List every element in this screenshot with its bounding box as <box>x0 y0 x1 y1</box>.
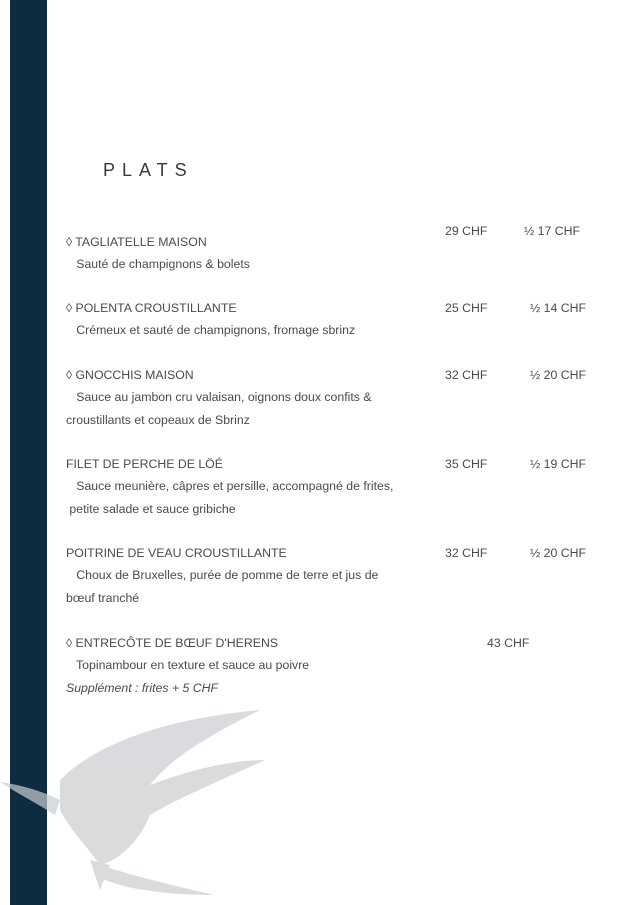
item-description: Choux de Bruxelles, purée de pomme de terre et jus de <box>66 568 379 582</box>
bird-illustration <box>0 690 280 905</box>
item-name: ◊ GNOCCHIS MAISON <box>66 368 194 382</box>
section-title: PLATS <box>103 160 194 180</box>
item-description: Crémeux et sauté de champignons, fromage sbrinz <box>66 323 356 337</box>
item-price: 43 CHF <box>487 636 530 650</box>
item-half-price: ½ 20 CHF <box>530 368 587 382</box>
item-name: ◊ POLENTA CROUSTILLANTE <box>66 301 237 315</box>
item-description-line2: bœuf tranché <box>66 591 140 605</box>
item-price: 32 CHF <box>445 546 488 560</box>
item-supplement: Supplément : frites + 5 CHF <box>66 681 219 695</box>
item-description-line2: croustillants et copeaux de Sbrinz <box>66 413 250 427</box>
item-half-price: ½ 19 CHF <box>530 457 587 471</box>
item-half-price: ½ 20 CHF <box>530 546 587 560</box>
item-name: ◊ TAGLIATELLE MAISON <box>66 235 207 249</box>
item-price: 29 CHF <box>445 224 488 238</box>
item-half-price: ½ 14 CHF <box>530 301 587 315</box>
item-description: Sauté de champignons & bolets <box>66 257 250 271</box>
item-name: POITRINE DE VEAU CROUSTILLANTE <box>66 546 287 560</box>
item-description: Sauce meunière, câpres et persille, accompagné de frites, <box>66 479 394 493</box>
item-description-line2: petite salade et sauce gribiche <box>66 502 236 516</box>
item-price: 25 CHF <box>445 301 488 315</box>
item-price: 32 CHF <box>445 368 488 382</box>
item-name: FILET DE PERCHE DE LÖÉ <box>66 457 223 471</box>
item-description: Topinambour en texture et sauce au poivre <box>66 658 310 672</box>
item-name: ◊ ENTRECÔTE DE BŒUF D'HERENS <box>66 636 279 650</box>
item-price: 35 CHF <box>445 457 488 471</box>
item-description: Sauce au jambon cru valaisan, oignons doux confits & <box>66 390 372 404</box>
item-half-price: ½ 17 CHF <box>524 224 581 238</box>
